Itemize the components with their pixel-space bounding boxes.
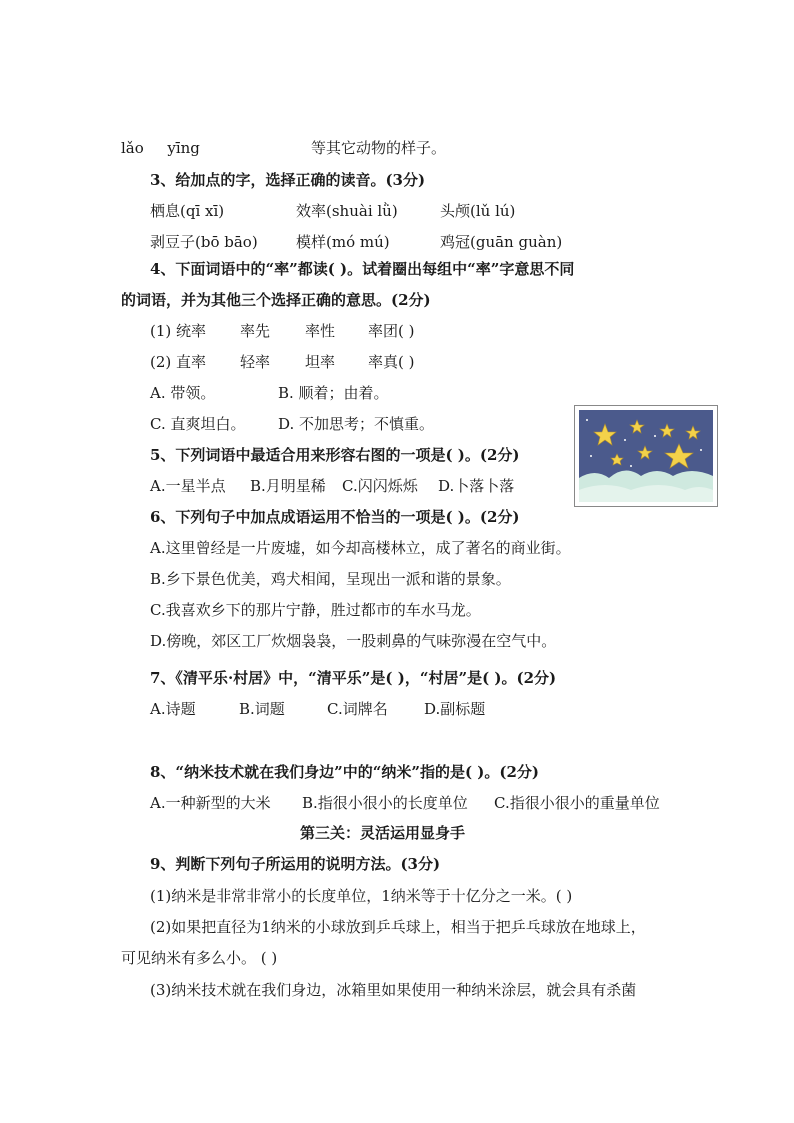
q4-option-c: C. 直爽坦白。 bbox=[150, 415, 246, 433]
q5-title: 5、下列词语中最适合用来形容右图的一项是( )。(2分) bbox=[150, 446, 520, 464]
q9-sentence-2: (2)如果把直径为1纳米的小球放到乒乓球上，相当于把乒乓球放在地球上， bbox=[150, 918, 646, 936]
q4-word: 坦率 bbox=[305, 353, 336, 371]
q8-option: C.指很小很小的重量单位 bbox=[494, 794, 660, 812]
q4-title: 4、下面词语中的“率”都读( )。试着圈出每组中“率”字意思不同 bbox=[150, 260, 575, 278]
q5-option: D.卜落卜落 bbox=[438, 477, 515, 495]
q3-item: 栖息(qī xī) bbox=[150, 202, 225, 220]
q9-sentence-3: (3)纳米技术就在我们身边，冰箱里如果使用一种纳米涂层，就会具有杀菌 bbox=[150, 981, 637, 999]
q3-item: 鸡冠(guān guàn) bbox=[440, 233, 563, 251]
q3-item: 效率(shuài lǜ) bbox=[296, 202, 398, 220]
q9-sentence-2-cont: 可见纳米有多么小。 ( ) bbox=[121, 949, 278, 967]
q4-group-num: (1) bbox=[150, 322, 172, 340]
q6-option-b: B.乡下景色优美，鸡犬相闻，呈现出一派和谐的景象。 bbox=[150, 570, 511, 588]
pinyin-ying: yīng bbox=[167, 139, 200, 157]
q5-option: B.月明星稀 bbox=[250, 477, 326, 495]
q4-word: 率性 bbox=[305, 322, 336, 340]
q4-title-cont: 的词语，并为其他三个选择正确的意思。(2分) bbox=[121, 291, 431, 309]
q3-title: 3、给加点的字，选择正确的读音。(3分) bbox=[150, 171, 426, 189]
pinyin-lao: lǎo bbox=[121, 139, 144, 157]
q6-title: 6、下列句子中加点成语运用不恰当的一项是( )。(2分) bbox=[150, 508, 520, 526]
q3-item: 模样(mó mú) bbox=[296, 233, 390, 251]
q3-item: 头颅(lǔ lú) bbox=[440, 202, 516, 220]
q7-option: B.词题 bbox=[239, 700, 285, 718]
q4-option-d: D. 不加思考；不慎重。 bbox=[278, 415, 435, 433]
q7-option: D.副标题 bbox=[424, 700, 486, 718]
q4-word: 轻率 bbox=[240, 353, 271, 371]
q6-option-d: D.傍晚，郊区工厂炊烟袅袅，一股刺鼻的气味弥漫在空气中。 bbox=[150, 632, 557, 650]
q8-option: A.一种新型的大米 bbox=[150, 794, 271, 812]
q9-title: 9、判断下列句子所运用的说明方法。(3分) bbox=[150, 855, 441, 873]
q4-word: 率团( ) bbox=[368, 322, 415, 340]
top-line-tail: 等其它动物的样子。 bbox=[311, 139, 447, 157]
q3-item: 剥豆子(bō bāo) bbox=[150, 233, 258, 251]
q7-option: C.词牌名 bbox=[327, 700, 388, 718]
q8-option: B.指很小很小的长度单位 bbox=[302, 794, 468, 812]
q7-title: 7、《清平乐·村居》中，“清平乐”是( )，“村居”是( )。(2分) bbox=[150, 669, 557, 687]
star-illustration bbox=[575, 406, 717, 506]
q6-option-a: A.这里曾经是一片废墟，如今却高楼林立，成了著名的商业街。 bbox=[150, 539, 571, 557]
section-heading: 第三关：灵活运用显身手 bbox=[300, 824, 466, 842]
pinyin-line bbox=[121, 141, 200, 156]
q4-group-num: (2) bbox=[150, 353, 172, 371]
q4-option-b: B. 顺着；由着。 bbox=[278, 384, 389, 402]
starry-night-picture bbox=[574, 405, 718, 507]
q4-word: 率真( ) bbox=[368, 353, 415, 371]
q7-option: A.诗题 bbox=[150, 700, 196, 718]
q4-word: 直率 bbox=[176, 353, 207, 371]
q6-option-c: C.我喜欢乡下的那片宁静，胜过都市的车水马龙。 bbox=[150, 601, 481, 619]
q4-word: 统率 bbox=[176, 322, 207, 340]
q5-option: C.闪闪烁烁 bbox=[342, 477, 418, 495]
q9-sentence-1: (1)纳米是非常非常小的长度单位，1纳米等于十亿分之一米。( ) bbox=[150, 887, 573, 905]
q8-title: 8、“纳米技术就在我们身边”中的“纳米”指的是( )。(2分) bbox=[150, 763, 539, 781]
q5-option: A.一星半点 bbox=[150, 477, 226, 495]
q4-option-a: A. 带领。 bbox=[150, 384, 216, 402]
q4-word: 率先 bbox=[240, 322, 271, 340]
